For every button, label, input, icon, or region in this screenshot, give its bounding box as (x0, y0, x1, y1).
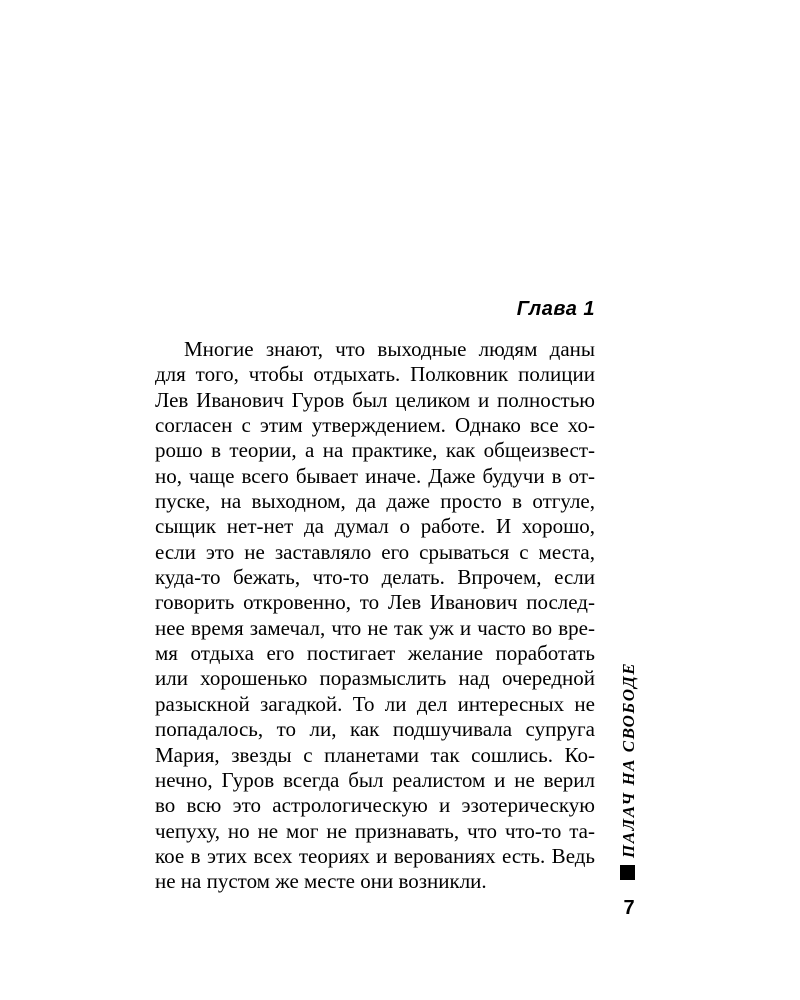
text-line: пуске, на выходном, да даже просто в отгуле, (155, 489, 595, 514)
text-line: разыскной загадкой. То ли дел интересных не (155, 691, 595, 716)
text-line: Лев Иванович Гуров был целиком и полностью (155, 387, 595, 412)
text-line: или хорошенько поразмыслить над очередной (155, 666, 595, 691)
text-line: не на пустом же месте они возникли. (155, 869, 487, 894)
text-line: нее время замечал, что не так уж и часто во вре- (155, 615, 595, 640)
text-line: куда-то бежать, что-то делать. Впрочем, если (155, 565, 595, 590)
text-line: Мария, звезды с планетами так сошлись. Ко- (155, 742, 595, 767)
text-line: чепуху, но не мог не признавать, что что-то та- (155, 818, 595, 843)
text-line: рошо в теории, а на практике, как общеизвест- (155, 438, 595, 463)
text-line: если это не заставляло его срываться с места, (155, 539, 595, 564)
text-line: Многие знают, что выходные людям даны (184, 337, 595, 361)
text-line: кое в этих всех теориях и верованиях есть. Ведь (155, 843, 595, 868)
text-line: для того, чтобы отдыхать. Полковник полиции (155, 362, 595, 387)
square-marker-icon (620, 865, 635, 880)
text-line: но, чаще всего бывает иначе. Даже будучи в от- (155, 463, 595, 488)
text-line: во всю это астрологическую и эзотерическую (155, 793, 595, 818)
text-line: сыщик нет-нет да думал о работе. И хорошо, (155, 514, 595, 539)
running-title: ПАЛАЧ НА СВОБОДЕ (619, 661, 638, 859)
text-line: попадалось, то ли, как подшучивала супруга (155, 717, 595, 742)
text-line: мя отдыха его постигает желание поработать (155, 641, 595, 666)
text-line: согласен с этим утверждением. Однако все хо- (155, 413, 595, 438)
chapter-heading: Глава 1 (516, 298, 595, 320)
body-paragraph (155, 337, 595, 895)
text-line: нечно, Гуров всегда был реалистом и не верил (155, 767, 595, 792)
text-line: говорить откровенно, то Лев Иванович послед- (155, 590, 595, 615)
page-number: 7 (623, 897, 635, 919)
